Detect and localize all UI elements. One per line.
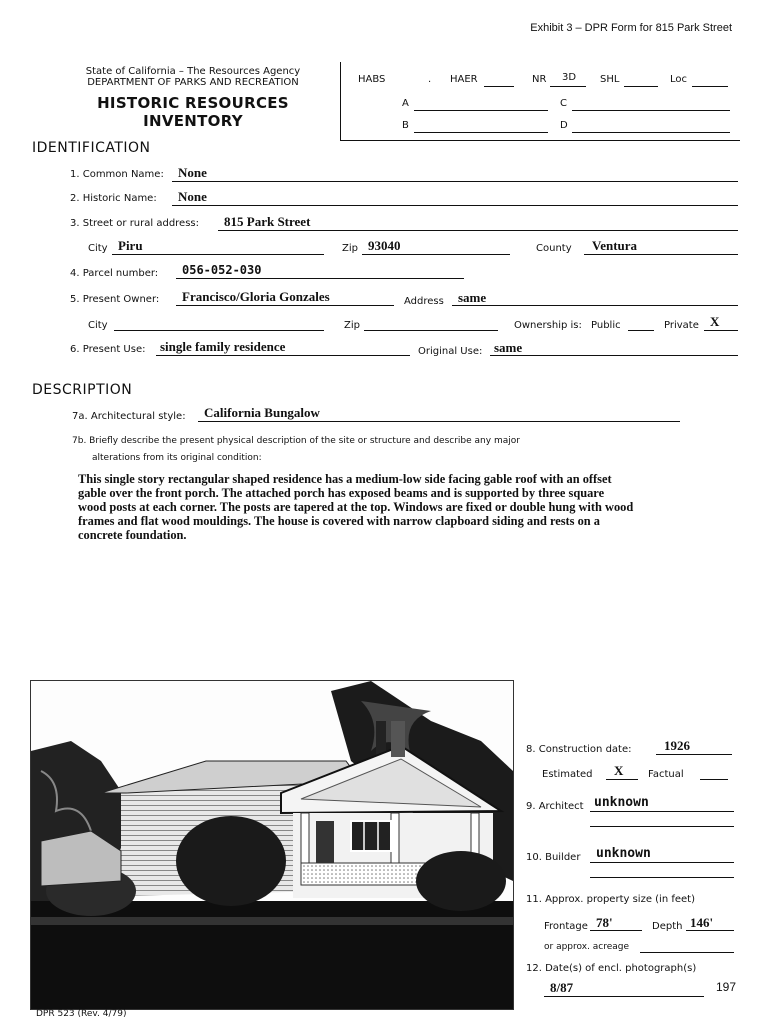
description-heading: DESCRIPTION xyxy=(32,382,133,398)
public-label: Public xyxy=(591,320,621,331)
agency-line-2: DEPARTMENT OF PARKS AND RECREATION xyxy=(87,77,299,88)
property-size-label: 11. Approx. property size (in feet) xyxy=(526,894,695,905)
city-label: City xyxy=(88,243,108,254)
house-photograph xyxy=(30,680,514,1010)
owner-city-label: City xyxy=(88,320,108,331)
county-value: Ventura xyxy=(592,238,638,253)
zip-value: 93040 xyxy=(368,238,401,253)
identification-heading: IDENTIFICATION xyxy=(32,140,151,156)
parcel-value: 056-052-030 xyxy=(182,263,262,277)
agency-block xyxy=(58,66,328,130)
nr-value: 3D xyxy=(562,72,577,83)
original-use-value: same xyxy=(494,340,523,355)
description-line-5: concrete foundation. xyxy=(78,528,187,542)
habs-label: HABS xyxy=(358,74,386,85)
depth-value: 146' xyxy=(690,915,714,930)
common-name-value: None xyxy=(178,165,207,180)
photo-date-label: 12. Date(s) of encl. photograph(s) xyxy=(526,963,697,974)
description-line-1: This single story rectangular shaped residence has a medium-low side facing gable roof with an offset xyxy=(78,472,612,486)
brief-label-1: 7b. Briefly describe the present physical description of the site or structure and describe any major xyxy=(72,436,520,446)
depth-label: Depth xyxy=(652,921,683,932)
codes-divider xyxy=(340,62,341,140)
estimated-mark: X xyxy=(614,763,624,778)
estimated-label: Estimated xyxy=(542,769,593,780)
form-number: DPR 523 (Rev. 4/79) xyxy=(36,1009,127,1019)
zip-label: Zip xyxy=(342,243,358,254)
owner-label: 5. Present Owner: xyxy=(70,294,160,305)
private-label: Private xyxy=(664,320,699,331)
haer-label: HAER xyxy=(450,74,478,85)
code-c-label: C xyxy=(560,98,567,109)
builder-value: unknown xyxy=(596,846,651,861)
loc-label: Loc xyxy=(670,74,688,85)
private-mark: X xyxy=(710,314,720,329)
shl-label: SHL xyxy=(600,74,620,85)
address-label: 3. Street or rural address: xyxy=(70,218,199,229)
description-text xyxy=(78,472,758,542)
parcel-label: 4. Parcel number: xyxy=(70,268,159,279)
factual-label: Factual xyxy=(648,769,684,780)
acreage-label: or approx. acreage xyxy=(544,942,630,952)
description-line-4: frames and flat wood mouldings. The house is covered with narrow clapboard siding and rests on a xyxy=(78,514,600,528)
style-value: California Bungalow xyxy=(204,405,320,420)
present-use-value: single family residence xyxy=(160,339,286,354)
historic-name-value: None xyxy=(178,189,207,204)
form-title: HISTORIC RESOURCES INVENTORY xyxy=(97,94,289,130)
code-d-label: D xyxy=(560,120,568,131)
construction-date-label: 8. Construction date: xyxy=(526,744,632,755)
photo-date-value: 8/87 xyxy=(550,980,574,995)
construction-date-value: 1926 xyxy=(664,738,690,753)
brief-label-2: alterations from its original condition: xyxy=(92,453,262,463)
frontage-label: Frontage xyxy=(544,921,588,932)
style-label: 7a. Architectural style: xyxy=(72,411,186,422)
city-value: Piru xyxy=(118,238,143,253)
historic-name-label: 2. Historic Name: xyxy=(70,193,157,204)
address-value: 815 Park Street xyxy=(224,214,311,229)
owner-address-value: same xyxy=(458,290,487,305)
builder-label: 10. Builder xyxy=(526,852,581,863)
owner-zip-label: Zip xyxy=(344,320,360,331)
exhibit-caption: Exhibit 3 – DPR Form for 815 Park Street xyxy=(530,22,732,34)
page-number: 197 xyxy=(716,980,737,994)
owner-value: Francisco/Gloria Gonzales xyxy=(182,289,330,304)
code-a-label: A xyxy=(402,98,409,109)
architect-label: 9. Architect xyxy=(526,801,584,812)
county-label: County xyxy=(536,243,572,254)
description-line-2: gable over the front porch. The attached porch has exposed beams and is supported by three square xyxy=(78,486,605,500)
frontage-value: 78' xyxy=(596,915,613,930)
agency-line-1: State of California – The Resources Agency xyxy=(85,66,301,77)
architect-value: unknown xyxy=(594,795,649,810)
original-use-label: Original Use: xyxy=(418,346,483,357)
nr-label: NR xyxy=(532,74,547,85)
code-b-label: B xyxy=(402,120,409,131)
owner-address-label: Address xyxy=(404,296,444,307)
present-use-label: 6. Present Use: xyxy=(70,344,146,355)
common-name-label: 1. Common Name: xyxy=(70,169,164,180)
codes-bottom-rule xyxy=(340,140,740,141)
ownership-label: Ownership is: xyxy=(514,320,582,331)
description-line-3: wood posts at each corner. The posts are tapered at the top. Windows are fixed or double hung with wood xyxy=(78,500,634,514)
